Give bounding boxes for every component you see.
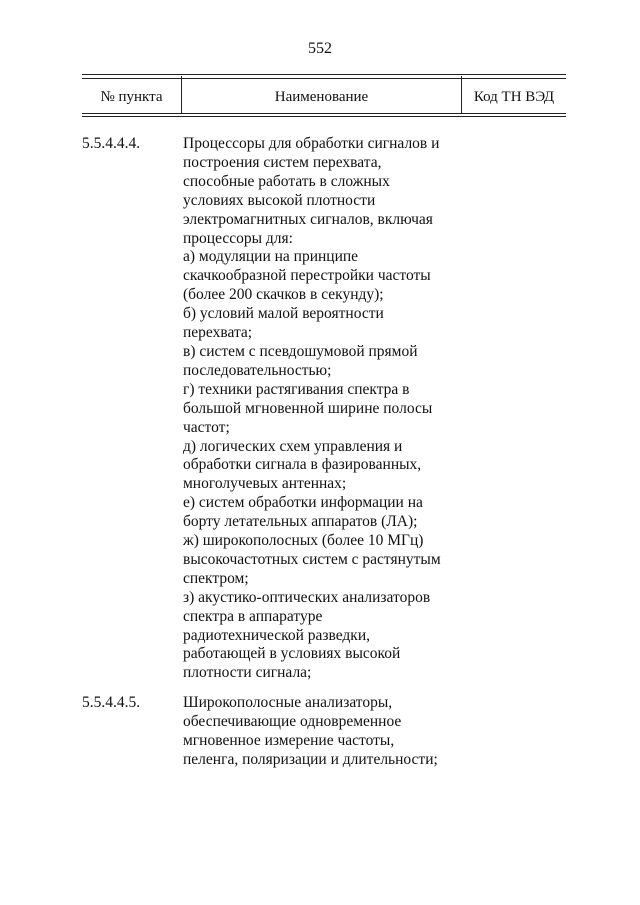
text-line: з) акустико-оптических анализаторов — [183, 588, 431, 606]
text-line: борту летательных аппаратов (ЛА); — [183, 513, 418, 531]
text-line: (более 200 скачков в секунду); — [183, 286, 384, 304]
item-description — [183, 694, 473, 770]
text-line: частот; — [183, 418, 230, 436]
header-code: Код ТН ВЭД — [473, 89, 555, 105]
text-line: многолучевых антеннах; — [183, 475, 347, 493]
text-line: Процессоры для обработки сигналов и — [183, 135, 440, 152]
text-line: ж) широкополосных (более 10 МГц) — [183, 532, 424, 550]
text-line: высокочастотных систем с растянутым — [183, 550, 441, 568]
text-line: работающей в условиях высокой — [183, 645, 401, 663]
text-line: последовательностью; — [183, 361, 332, 379]
text-line: в) систем с псевдошумовой прямой — [183, 342, 418, 360]
text-line: мгновенное измерение частоты, — [183, 731, 395, 749]
text-line: Широкополосные анализаторы, — [183, 694, 393, 711]
text-line: условиях высокой плотности — [183, 191, 376, 209]
text-line: электромагнитных сигналов, включая — [183, 210, 433, 228]
text-line: плотности сигнала; — [183, 664, 312, 682]
text-line: построения систем перехвата, — [183, 153, 382, 171]
text-line: е) систем обработки информации на — [183, 494, 423, 512]
header-item-number: № пункта — [100, 89, 163, 105]
text-line: пеленга, поляризации и длительности; — [183, 750, 438, 768]
text-line: спектра в аппаратуре — [183, 607, 323, 625]
text-line: радиотехнической разведки, — [183, 626, 370, 644]
text-line: обеспечивающие одновременное — [183, 712, 402, 730]
text-line: способные работать в сложных — [183, 172, 390, 190]
header-rule-top — [82, 74, 566, 75]
text-line: скачкообразной перестройки частоты — [183, 267, 431, 285]
text-line: большой мгновенной ширине полосы — [183, 399, 433, 417]
item-description — [183, 135, 473, 683]
header-rule-top-second — [82, 78, 566, 79]
text-line: а) модуляции на принципе — [183, 248, 359, 266]
page-number: 552 — [308, 40, 332, 57]
text-line: перехвата; — [183, 324, 253, 342]
text-line: обработки сигнала в фазированных, — [183, 456, 422, 474]
text-line: б) условий малой вероятности — [183, 305, 384, 323]
header-name: Наименование — [274, 89, 369, 105]
text-line: д) логических схем управления и — [183, 437, 403, 455]
text-line: процессоры для: — [183, 229, 293, 247]
header-rule-bottom-second — [82, 116, 566, 117]
item-number: 5.5.4.4.4. — [82, 135, 141, 152]
header-rule-bottom — [82, 113, 566, 114]
text-line: спектром; — [183, 569, 249, 587]
text-line: г) техники растягивания спектра в — [183, 380, 410, 398]
item-number: 5.5.4.4.5. — [82, 694, 141, 711]
